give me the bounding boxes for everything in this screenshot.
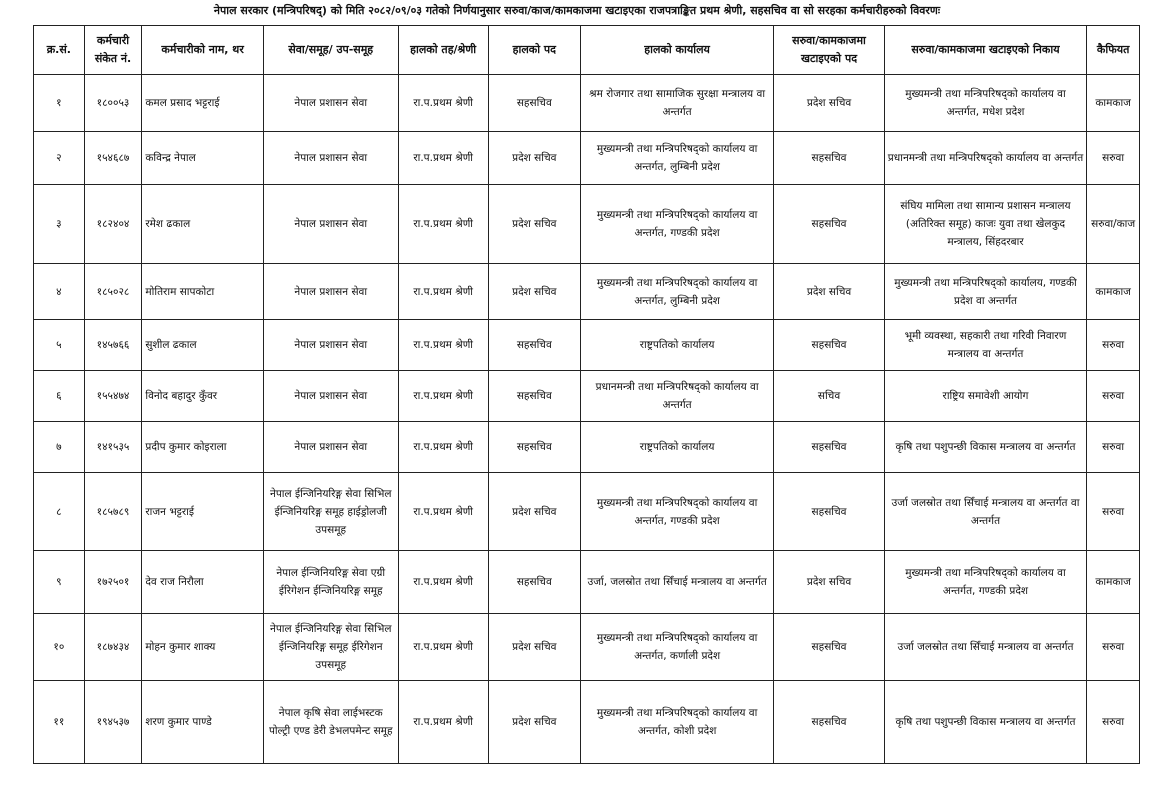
cell-sn: २ xyxy=(34,132,85,185)
header-name: कर्मचारीको नाम, थर xyxy=(142,26,264,75)
cell-level: रा.प.प्रथम श्रेणी xyxy=(398,614,488,681)
cell-new-post: सहसचिव xyxy=(774,185,884,264)
cell-service: नेपाल प्रशासन सेवा xyxy=(263,422,398,473)
cell-code: १८००५३ xyxy=(84,75,142,132)
cell-new-office: उर्जा जलस्रोत तथा सिँचाई मन्त्रालय वा अन्तर्गत वा अन्तर्गत xyxy=(884,473,1087,551)
cell-remark: कामकाज xyxy=(1087,75,1140,132)
cell-sn: १० xyxy=(34,614,85,681)
cell-post: प्रदेश सचिव xyxy=(488,473,580,551)
cell-remark: सरुवा/काज xyxy=(1087,185,1140,264)
cell-post: सहसचिव xyxy=(488,371,580,422)
cell-code: १४१५३५ xyxy=(84,422,142,473)
cell-sn: ६ xyxy=(34,371,85,422)
cell-service: नेपाल प्रशासन सेवा xyxy=(263,75,398,132)
cell-level: रा.प.प्रथम श्रेणी xyxy=(398,371,488,422)
header-level: हालको तह/श्रेणी xyxy=(398,26,488,75)
cell-office: प्रधानमन्त्री तथा मन्त्रिपरिषद्को कार्यालय वा अन्तर्गत xyxy=(580,371,773,422)
cell-post: प्रदेश सचिव xyxy=(488,614,580,681)
cell-new-office: मुख्यमन्त्री तथा मन्त्रिपरिषद्को कार्यालय, गण्डकी प्रदेश वा अन्तर्गत xyxy=(884,264,1087,320)
cell-new-office: कृषि तथा पशुपन्छी विकास मन्त्रालय वा अन्तर्गत xyxy=(884,681,1087,764)
cell-remark: सरुवा xyxy=(1087,320,1140,371)
header-sn: क्र.सं. xyxy=(34,26,85,75)
cell-sn: ११ xyxy=(34,681,85,764)
cell-sn: ३ xyxy=(34,185,85,264)
table-row xyxy=(34,422,1140,473)
cell-office: राष्ट्रपतिको कार्यालय xyxy=(580,320,773,371)
employee-transfer-table xyxy=(33,25,1140,764)
cell-code: १७२५०१ xyxy=(84,551,142,614)
cell-name: कविन्द्र नेपाल xyxy=(142,132,264,185)
cell-office: उर्जा, जलस्रोत तथा सिँचाई मन्त्रालय वा अन्तर्गत xyxy=(580,551,773,614)
header-code: कर्मचारी संकेत नं. xyxy=(84,26,142,75)
cell-post: प्रदेश सचिव xyxy=(488,185,580,264)
cell-new-post: प्रदेश सचिव xyxy=(774,264,884,320)
table-row xyxy=(34,473,1140,551)
cell-new-office: राष्ट्रिय समावेशी आयोग xyxy=(884,371,1087,422)
header-new-office: सरुवा/कामकाजमा खटाइएको निकाय xyxy=(884,26,1087,75)
cell-new-post: सहसचिव xyxy=(774,422,884,473)
cell-code: १९४५३७ xyxy=(84,681,142,764)
cell-new-office: मुख्यमन्त्री तथा मन्त्रिपरिषद्को कार्यालय वा अन्तर्गत, गण्डकी प्रदेश xyxy=(884,551,1087,614)
cell-level: रा.प.प्रथम श्रेणी xyxy=(398,320,488,371)
cell-name: मोतिराम सापकोटा xyxy=(142,264,264,320)
cell-office: मुख्यमन्त्री तथा मन्त्रिपरिषद्को कार्यालय वा अन्तर्गत, कोशी प्रदेश xyxy=(580,681,773,764)
table-row xyxy=(34,320,1140,371)
cell-service: नेपाल प्रशासन सेवा xyxy=(263,320,398,371)
header-service: सेवा/समूह/ उप-समूह xyxy=(263,26,398,75)
cell-level: रा.प.प्रथम श्रेणी xyxy=(398,132,488,185)
cell-office: मुख्यमन्त्री तथा मन्त्रिपरिषद्को कार्यालय वा अन्तर्गत, लुम्बिनी प्रदेश xyxy=(580,132,773,185)
cell-post: प्रदेश सचिव xyxy=(488,132,580,185)
cell-office: मुख्यमन्त्री तथा मन्त्रिपरिषद्को कार्यालय वा अन्तर्गत, लुम्बिनी प्रदेश xyxy=(580,264,773,320)
cell-post: सहसचिव xyxy=(488,320,580,371)
cell-name: मोहन कुमार शाक्य xyxy=(142,614,264,681)
cell-name: रमेश ढकाल xyxy=(142,185,264,264)
cell-new-post: सहसचिव xyxy=(774,681,884,764)
cell-sn: ७ xyxy=(34,422,85,473)
cell-new-office: प्रधानमन्त्री तथा मन्त्रिपरिषद्को कार्यालय वा अन्तर्गत xyxy=(884,132,1087,185)
cell-sn: ५ xyxy=(34,320,85,371)
cell-code: १५४६८७ xyxy=(84,132,142,185)
cell-new-post: प्रदेश सचिव xyxy=(774,75,884,132)
cell-name: सुशील ढकाल xyxy=(142,320,264,371)
cell-code: १४५७६६ xyxy=(84,320,142,371)
cell-new-post: सचिव xyxy=(774,371,884,422)
cell-service: नेपाल ईन्जिनियरिङ्ग सेवा एग्री ईरिगेशन ईन्जिनियरिङ्ग समूह xyxy=(263,551,398,614)
cell-new-office: भूमी व्यवस्था, सहकारी तथा गरिवी निवारण मन्त्रालय वा अन्तर्गत xyxy=(884,320,1087,371)
cell-service: नेपाल कृषि सेवा लाईभस्टक पोल्ट्री एण्ड डेरी डेभलपमेन्ट समूह xyxy=(263,681,398,764)
cell-code: १५५४७४ xyxy=(84,371,142,422)
cell-new-office: संघिय मामिला तथा सामान्य प्रशासन मन्त्रालय (अतिरिक्त समूह) काजः युवा तथा खेलकुद मन्त्रालय, सिंहदरबार xyxy=(884,185,1087,264)
cell-remark: सरुवा xyxy=(1087,422,1140,473)
table-header-row xyxy=(34,26,1140,75)
cell-new-post: सहसचिव xyxy=(774,320,884,371)
cell-sn: १ xyxy=(34,75,85,132)
cell-new-post: सहसचिव xyxy=(774,614,884,681)
cell-remark: सरुवा xyxy=(1087,681,1140,764)
cell-code: १८७४३४ xyxy=(84,614,142,681)
cell-post: सहसचिव xyxy=(488,422,580,473)
cell-level: रा.प.प्रथम श्रेणी xyxy=(398,422,488,473)
table-row xyxy=(34,75,1140,132)
cell-remark: सरुवा xyxy=(1087,132,1140,185)
cell-new-post: सहसचिव xyxy=(774,473,884,551)
cell-service: नेपाल प्रशासन सेवा xyxy=(263,264,398,320)
cell-office: श्रम रोजगार तथा सामाजिक सुरक्षा मन्त्रालय वा अन्तर्गत xyxy=(580,75,773,132)
cell-service: नेपाल प्रशासन सेवा xyxy=(263,371,398,422)
cell-sn: ८ xyxy=(34,473,85,551)
cell-service: नेपाल प्रशासन सेवा xyxy=(263,185,398,264)
cell-remark: कामकाज xyxy=(1087,264,1140,320)
cell-new-post: प्रदेश सचिव xyxy=(774,551,884,614)
table-row xyxy=(34,614,1140,681)
cell-service: नेपाल प्रशासन सेवा xyxy=(263,132,398,185)
cell-service: नेपाल ईन्जिनियरिङ्ग सेवा सिभिल ईन्जिनियरिङ्ग समूह हाईड्रोलजी उपसमूह xyxy=(263,473,398,551)
cell-post: सहसचिव xyxy=(488,551,580,614)
cell-code: १८५७८९ xyxy=(84,473,142,551)
cell-office: मुख्यमन्त्री तथा मन्त्रिपरिषद्को कार्यालय वा अन्तर्गत, गण्डकी प्रदेश xyxy=(580,185,773,264)
cell-remark: सरुवा xyxy=(1087,473,1140,551)
cell-office: मुख्यमन्त्री तथा मन्त्रिपरिषद्को कार्यालय वा अन्तर्गत, गण्डकी प्रदेश xyxy=(580,473,773,551)
cell-remark: सरुवा xyxy=(1087,614,1140,681)
table-row xyxy=(34,132,1140,185)
cell-level: रा.प.प्रथम श्रेणी xyxy=(398,681,488,764)
cell-level: रा.प.प्रथम श्रेणी xyxy=(398,473,488,551)
table-row xyxy=(34,185,1140,264)
header-new-post: सरुवा/कामकाजमा खटाइएको पद xyxy=(774,26,884,75)
cell-name: कमल प्रसाद भट्टराई xyxy=(142,75,264,132)
header-remark: कैफियत xyxy=(1087,26,1140,75)
page-title: नेपाल सरकार (मन्त्रिपरिषद्) को मिति २०८२/०९/०३ गतेको निर्णयानुसार सरुवा/काज/कामकाजमा खटाइएका राजपत्राङ्कित प्रथम श्रेणी, सहसचिव वा सो सरहका कर्मचारीहरुको विवरणः xyxy=(213,4,941,17)
cell-office: राष्ट्रपतिको कार्यालय xyxy=(580,422,773,473)
cell-new-office: कृषि तथा पशुपन्छी विकास मन्त्रालय वा अन्तर्गत xyxy=(884,422,1087,473)
cell-code: १८५०२८ xyxy=(84,264,142,320)
cell-post: प्रदेश सचिव xyxy=(488,681,580,764)
cell-level: रा.प.प्रथम श्रेणी xyxy=(398,264,488,320)
cell-level: रा.प.प्रथम श्रेणी xyxy=(398,185,488,264)
cell-name: प्रदीप कुमार कोइराला xyxy=(142,422,264,473)
table-row xyxy=(34,264,1140,320)
cell-post: सहसचिव xyxy=(488,75,580,132)
table-row xyxy=(34,371,1140,422)
cell-new-office: मुख्यमन्त्री तथा मन्त्रिपरिषद्को कार्यालय वा अन्तर्गत, मधेश प्रदेश xyxy=(884,75,1087,132)
cell-name: विनोद बहादुर कुँवर xyxy=(142,371,264,422)
header-office: हालको कार्यालय xyxy=(580,26,773,75)
cell-service: नेपाल ईन्जिनियरिङ्ग सेवा सिभिल ईन्जिनियरिङ्ग समूह ईरिगेशन उपसमूह xyxy=(263,614,398,681)
cell-remark: कामकाज xyxy=(1087,551,1140,614)
cell-sn: ९ xyxy=(34,551,85,614)
cell-new-office: उर्जा जलस्रोत तथा सिँचाई मन्त्रालय वा अन्तर्गत xyxy=(884,614,1087,681)
cell-name: शरण कुमार पाण्डे xyxy=(142,681,264,764)
header-post: हालको पद xyxy=(488,26,580,75)
cell-level: रा.प.प्रथम श्रेणी xyxy=(398,551,488,614)
cell-office: मुख्यमन्त्री तथा मन्त्रिपरिषद्को कार्यालय वा अन्तर्गत, कर्णाली प्रदेश xyxy=(580,614,773,681)
cell-post: प्रदेश सचिव xyxy=(488,264,580,320)
cell-remark: सरुवा xyxy=(1087,371,1140,422)
table-row xyxy=(34,681,1140,764)
cell-code: १८२४०४ xyxy=(84,185,142,264)
cell-sn: ४ xyxy=(34,264,85,320)
table-row xyxy=(34,551,1140,614)
cell-name: देव राज निरौला xyxy=(142,551,264,614)
cell-name: राजन भट्टराई xyxy=(142,473,264,551)
cell-new-post: सहसचिव xyxy=(774,132,884,185)
cell-level: रा.प.प्रथम श्रेणी xyxy=(398,75,488,132)
